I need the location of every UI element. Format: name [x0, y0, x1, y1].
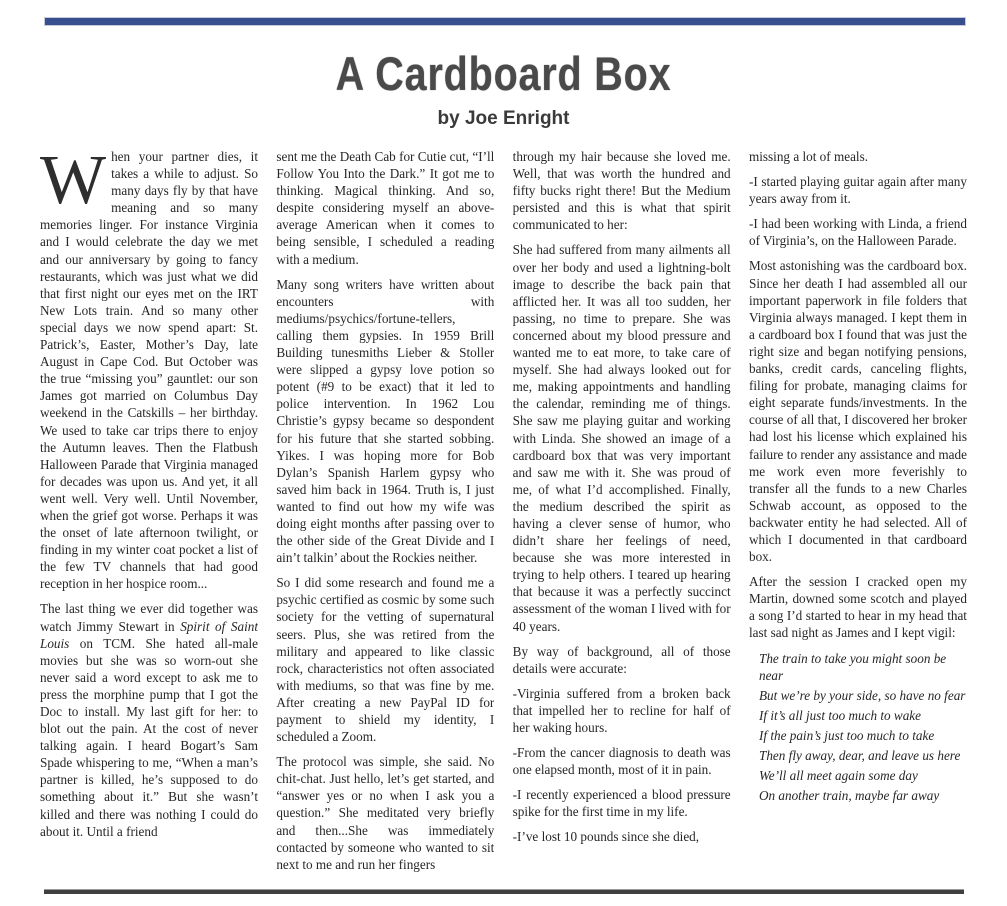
lyric-line — [749, 767, 967, 784]
paragraph — [749, 173, 967, 207]
paragraph — [749, 573, 967, 641]
column-3 — [513, 148, 731, 886]
body-text: Then fly away, dear, and leave us here — [758, 748, 961, 763]
paragraph — [40, 600, 258, 839]
lyric-line — [749, 650, 967, 684]
body-text: The last thing we ever did together was watch Jimmy Stewart in — [40, 601, 258, 634]
paragraph — [749, 215, 967, 249]
paragraph — [749, 257, 967, 565]
body-text: Many song writers have written about encounters with mediums/psychics/fortune-tellers, calling them gypsies. In 1959 Brill Building tunesmiths Lieber & Stoller were slipped a gypsy love potion so potent (#9 to be exact) that it led to police intervention. In 1962 Lou Christie’s gypsy became so despondent for his future that she started sobbing. Yikes. I was hoping more for Bob Dylan’s Spanish Harlem gypsy who saved him back in 1964. Truth is, I just wanted to find out how my wife was doing eight months after passing over to the other side of the Great Divide and I ain’t talkin’ about the Rockies neither. — [276, 276, 495, 566]
paragraph — [513, 786, 731, 820]
body-text: But we’re by your side, so have no fear — [758, 687, 966, 703]
lyric-line — [749, 787, 967, 804]
body-text: If it’s all just too much to wake — [758, 707, 922, 723]
bottom-rule — [44, 889, 964, 894]
body-text: hen your partner dies, it takes a while to adjust. So many days fly by that have meaning and so many memories linger. For instance Virginia and I would celebrate the day we met and our anniversary by going to fancy restaurants, which was just what we did that first night our eyes met on the IRT New Lots train. And so many other special days we now spend apart: St. Patrick’s, Easter, Mother’s Day, late August in Cape Cod. But October was the true “missing you” gauntlet: our son James got married on Columbus Day weekend in the Catskills – her birthday. We used to take car trips there to enjoy the Autumn leaves. Then the Flatbush Halloween Parade that Virginia managed for decades was upon us. And yet, it all went well. Very well. Until November, when the grief got worse. Perhaps it was the onset of late afternoon twilight, or finding in my winter coat pocket a list of the few TV channels that had good reception in her hospice room... — [40, 149, 258, 592]
italic-text: Spirit of Saint Louis — [40, 618, 258, 651]
body-text: -I started playing guitar again after many years away from it. — [748, 174, 967, 207]
article-columns — [40, 148, 967, 886]
paragraph — [513, 148, 731, 233]
paragraph — [276, 753, 494, 873]
body-text: -I’ve lost 10 pounds since she died, — [512, 829, 700, 845]
paragraph — [40, 148, 258, 592]
paragraph — [276, 574, 494, 745]
paragraph — [749, 148, 967, 165]
column-1 — [40, 148, 258, 886]
body-text: So I did some research and found me a psychic certified as cosmic by some such society for the vetting of supernatural seers. Plus, she was retired from the military and appeared to like classic rock, characteristics not often associated with mediums, so that was fine by me. After creating a new PayPal ID for payment to shield my identity, I scheduled a Zoom. — [276, 575, 495, 745]
body-text: By way of background, all of those details were accurate: — [512, 643, 731, 676]
body-text: on TCM. She hated all-male movies but she was so worn-out she never said a word except to ask me to press the morphine pump that I got the Doc to install. My last gift for her: to blot out the pain. At the cost of never talking again. I heard Bogart’s Sam Spade whispering to me, “When a man’s partner is killed, he’s supposed to do something about it.” But she wasn’t killed and there was nothing I could do about it. Until a friend — [40, 635, 258, 839]
body-text: She had suffered from many ailments all over her body and used a lightning-bolt image to describe the back pain that afflicted her. It was all too sudden, her passing, no time to prepare. She was concerned about my blood pressure and wanted me to eat more, to take care of myself. She had always looked out for me, making appointments and handling the calendar, reminding me of things. She saw me playing guitar and working with Linda. She showed an image of a cardboard box that was very important and saw me with it. She was proud of me, of what I’d accomplished. Finally, the medium described the spirit as having a clever sense of humor, who didn’t share her feelings of need, because she was more interested in trying to help others. I teared up hearing that because it was a perfectly succinct assessment of the woman I lived with for 40 years. — [512, 242, 731, 634]
paragraph — [276, 148, 494, 268]
body-text: Most astonishing was the cardboard box. Since her death I had assembled all our important paperwork in file folders that Virginia always managed. I kept them in a cardboard box I found that was just the right size and began notifying pensions, banks, credit cards, canceling flights, filing for probate, managing claims for eight separate funds/investments. In the course of all that, I discovered her broker had lost his license which explained his failure to render any assistance and made me work even more feverishly to transfer all the funds to a new Charles Schwab account, as opposed to the backwater entity he had selected. All of which I documented in that cardboard box. — [748, 258, 967, 565]
body-text: On another train, maybe far away — [758, 788, 940, 804]
top-rule — [44, 17, 966, 26]
column-2 — [276, 148, 494, 886]
article-byline: by Joe Enright — [437, 108, 570, 129]
paragraph — [276, 276, 494, 567]
body-text: missing a lot of meals. — [748, 149, 869, 164]
paragraph — [513, 828, 731, 845]
paragraph — [513, 241, 731, 634]
drop-cap: W — [40, 148, 107, 219]
body-text: sent me the Death Cab for Cutie cut, “I’ll Follow You Into the Dark.” It got me to thinking. Magical thinking. And so, despite considering myself an above-average American when it comes to being sensible, I scheduled a reading with a medium. — [276, 149, 495, 267]
lyric-line — [749, 727, 967, 744]
body-text: The train to take you might soon be near — [758, 650, 947, 683]
body-text: through my hair because she loved me. Well, that was worth the hundred and fifty bucks right there! But the Medium persisted and this is what that spirit communicated to her: — [512, 149, 731, 233]
column-4 — [749, 148, 967, 886]
paragraph — [513, 685, 731, 736]
body-text: -I recently experienced a blood pressure spike for the first time in my life. — [512, 787, 731, 820]
body-text: We’ll all meet again some day — [758, 768, 918, 784]
lyric-line — [749, 747, 967, 764]
body-text: -From the cancer diagnosis to death was one elapsed month, most of it in pain. — [512, 745, 731, 778]
paragraph — [513, 744, 731, 778]
body-text: If the pain’s just too much to take — [758, 727, 935, 743]
body-text: -Virginia suffered from a broken back that impelled her to recline for half of her waking hours. — [512, 685, 731, 735]
body-text: The protocol was simple, she said. No chit-chat. Just hello, let’s get started, and “answer yes or no when I ask you a question.” She meditated very briefly and then...She was immediately contacted by someone who wanted to sit next to me and run her fingers — [276, 754, 495, 872]
body-text: After the session I cracked open my Martin, downed some scotch and played a song I’d started to hear in my head that last sad night as James and I kept vigil: — [748, 574, 967, 641]
page-title: A Cardboard Box — [335, 47, 672, 100]
lyric-line — [749, 687, 967, 704]
paragraph — [513, 643, 731, 677]
body-text: -I had been working with Linda, a friend of Virginia’s, on the Halloween Parade. — [748, 216, 967, 249]
lyric-line — [749, 707, 967, 724]
